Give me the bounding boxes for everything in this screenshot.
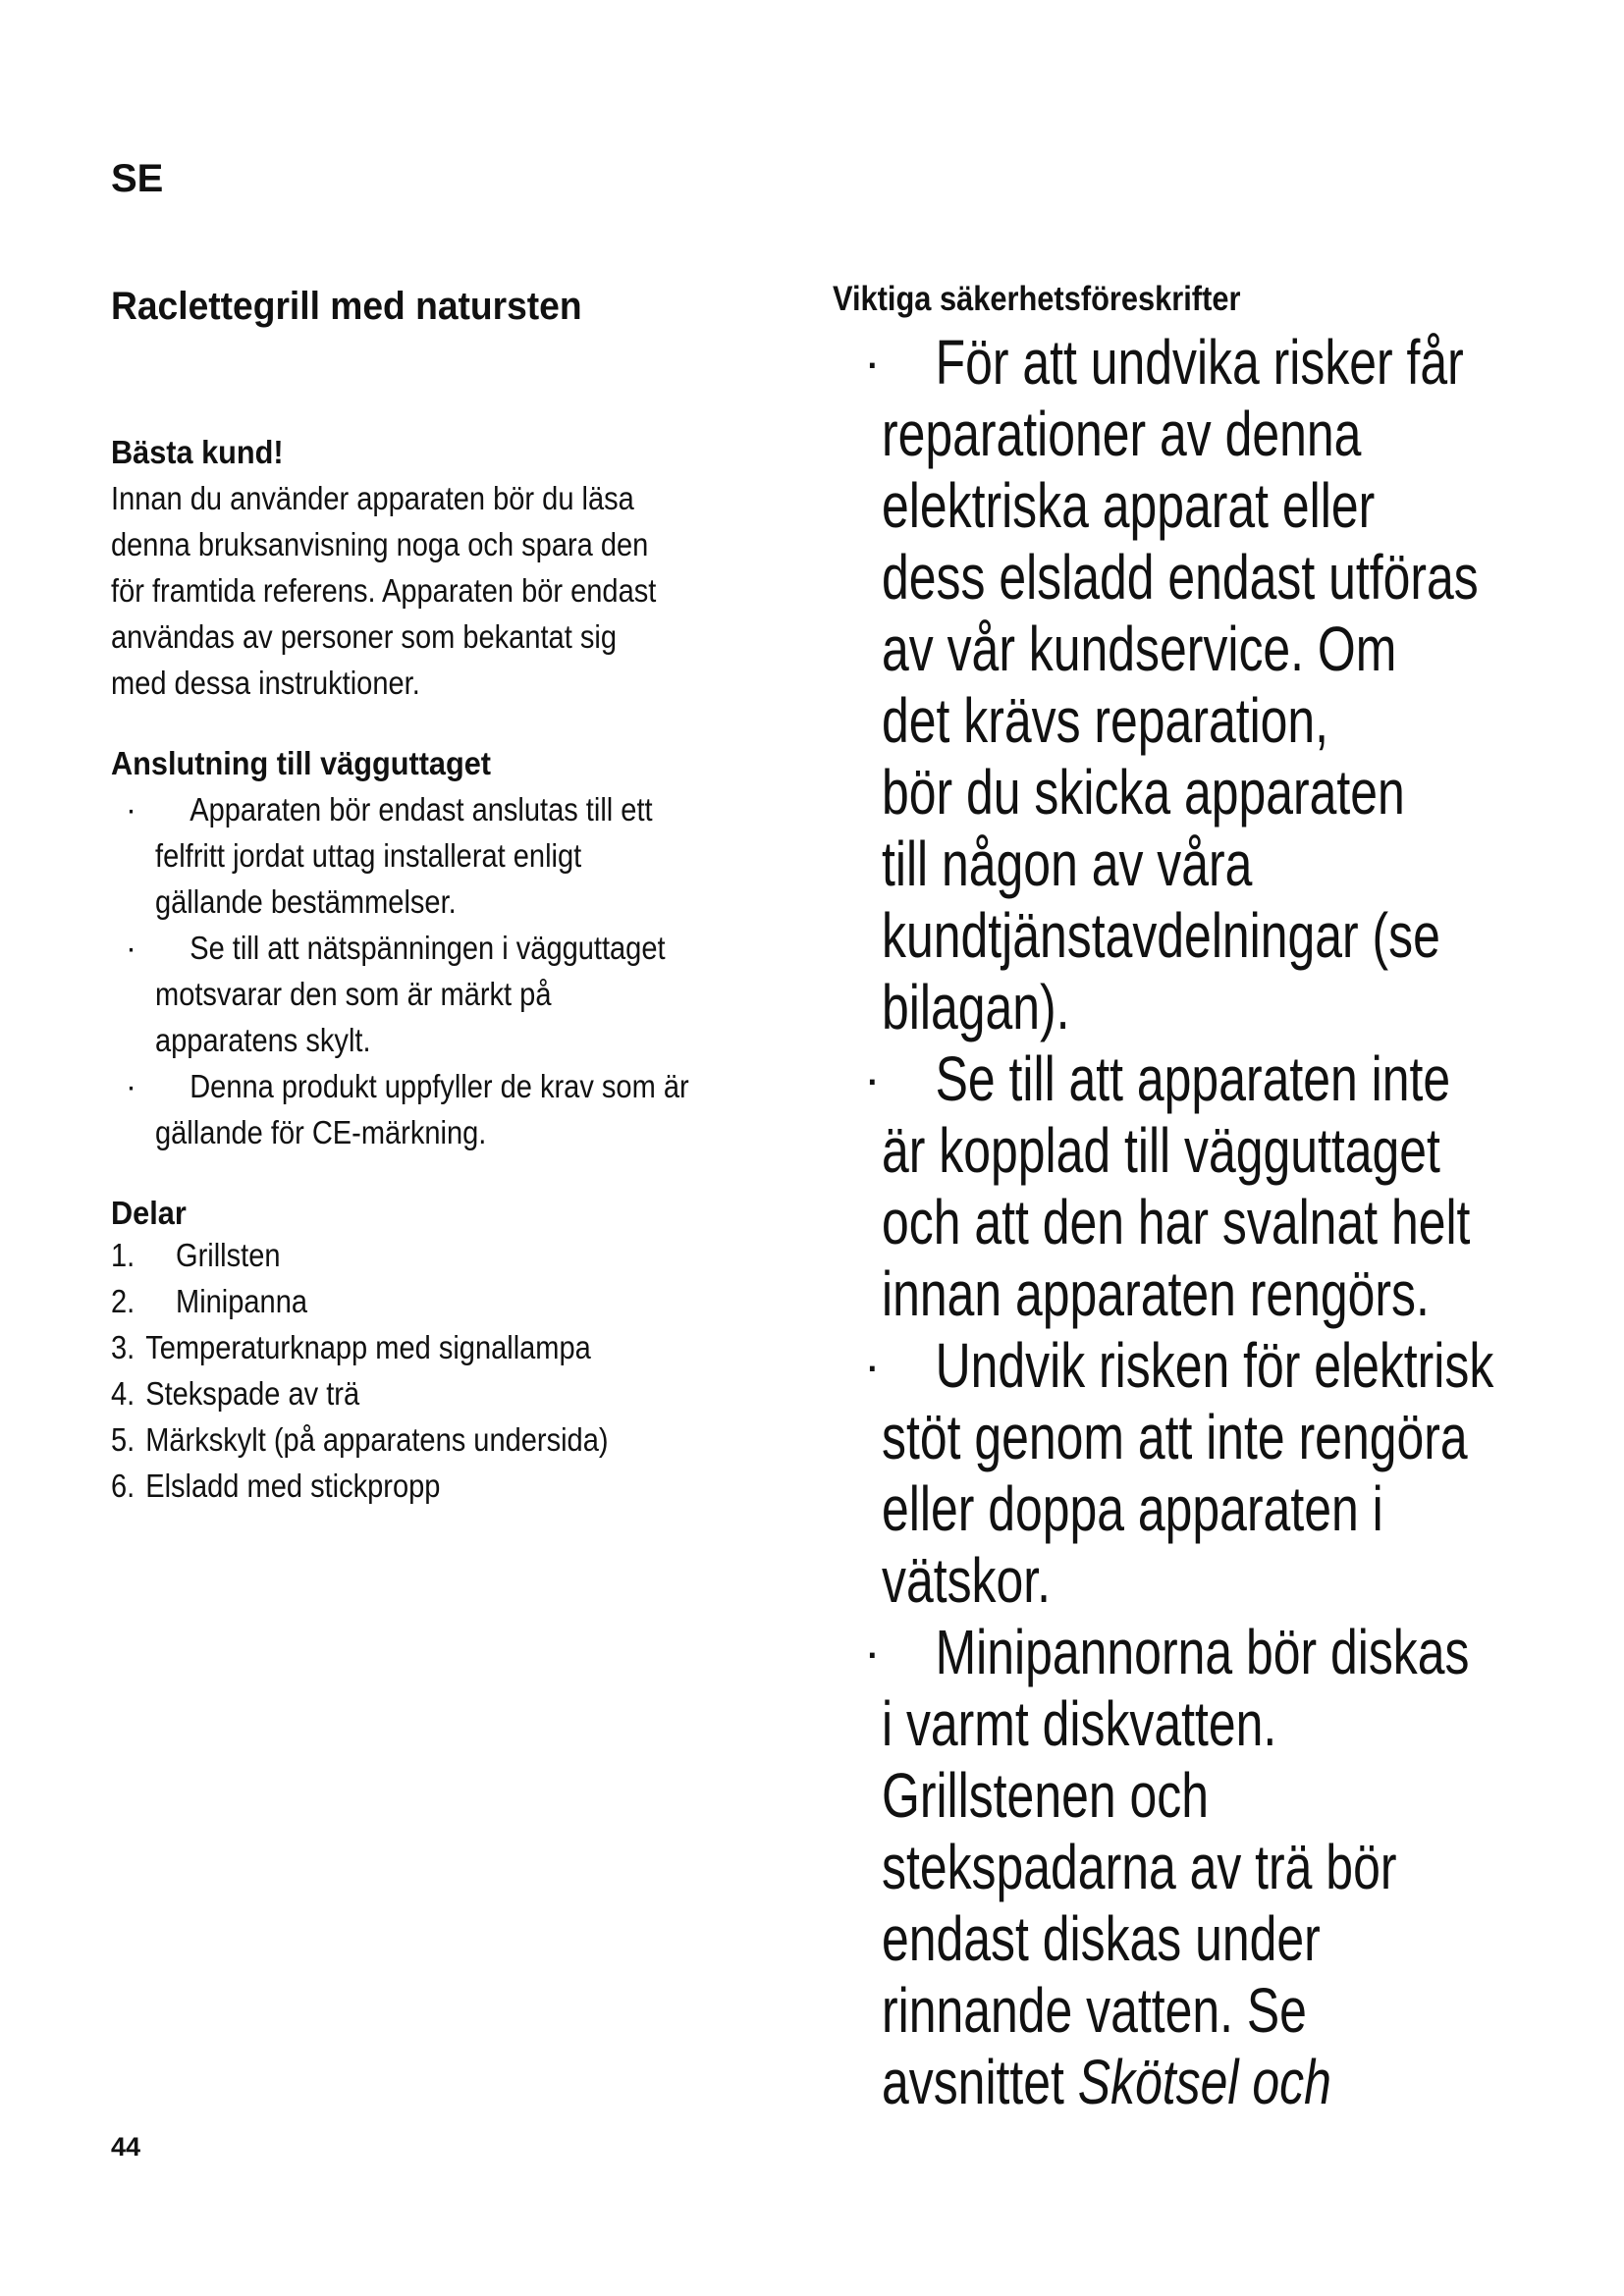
bullet-line: bör du skicka apparaten [882,757,1405,828]
section-reference: Skötsel och [1077,2047,1331,2117]
bullet-line: Denna produkt uppfyller de krav som är [189,1068,689,1104]
item-number: 2. [111,1283,135,1319]
item-number: 5. [111,1421,135,1458]
left-column [111,285,798,1509]
item-number: 6. [111,1468,135,1504]
bullet-line: kundtjänstavdelningar (se [882,900,1440,971]
greeting-section [111,434,798,706]
bullet-line: endast diskas under [882,1903,1321,1974]
greeting-heading: Bästa kund! [111,434,284,470]
item-number: 1. [111,1237,135,1273]
list-item [111,1324,716,1370]
list-item [111,1278,716,1324]
bullet-line: apparatens skylt. [155,1022,371,1058]
item-label: Märkskylt (på apparatens undersida) [145,1421,609,1458]
connection-heading: Anslutning till vägguttaget [111,745,492,781]
bullet-line: Apparaten bör endast anslutas till ett [189,791,653,828]
item-number: 3. [111,1329,135,1365]
bullet-line: reparationer av denna [882,399,1362,469]
bullet-line: gällande för CE-märkning. [155,1114,487,1150]
bullet-line: felfritt jordat uttag installerat enligt [155,837,582,874]
bullet-line: Grillstenen och [882,1760,1209,1831]
list-item [111,925,798,1063]
bullet-line: innan apparaten rengörs. [882,1258,1430,1329]
bullet-icon: · [126,930,136,966]
item-label: Temperaturknapp med signallampa [145,1329,591,1365]
greeting-line: Innan du använder apparaten bör du läsa [111,480,634,516]
safety-heading: Viktiga säkerhetsföreskrifter [833,280,1241,318]
bullet-line: För att undvika risker får [935,327,1464,398]
bullet-line: vätskor. [882,1545,1052,1616]
item-label: Minipanna [176,1283,308,1319]
greeting-line: för framtida referens. Apparaten bör endast [111,572,657,609]
bullet-line: Minipannorna bör diskas [935,1617,1470,1687]
connection-section [111,745,798,1155]
last-line-text: avsnittet [882,2047,1078,2117]
list-item [111,1063,798,1155]
parts-heading: Delar [111,1195,187,1231]
bullet-line: stekspadarna av trä bör [882,1832,1397,1902]
bullet-line: Se till att apparaten inte [935,1043,1451,1114]
bullet-line: och att den har svalnat helt [882,1187,1471,1257]
greeting-line: denna bruksanvisning noga och spara den [111,526,649,562]
item-label: Grillsten [176,1237,281,1273]
bullet-line: Se till att nätspänningen i vägguttaget [189,930,666,966]
bullet-line: elektriska apparat eller [882,470,1376,541]
bullet-line: rinnande vatten. Se [882,1975,1307,2046]
page-number: 44 [111,2132,141,2162]
bullet-icon: · [864,1625,881,1680]
list-item [111,1463,716,1509]
list-item [833,1617,1589,2118]
list-item [111,786,798,925]
bullet-line: till någon av våra [882,828,1253,899]
bullet-icon: · [864,335,881,390]
bullet-line-last [882,2047,1434,2118]
bullet-line: motsvarar den som är märkt på [155,976,552,1012]
bullet-line: är kopplad till vägguttaget [882,1115,1440,1186]
bullet-line: eller doppa apparaten i [882,1473,1383,1544]
bullet-line: av vår kundservice. Om [882,614,1397,684]
bullet-icon: · [864,1338,881,1393]
list-item [111,1370,716,1416]
bullet-line: Undvik risken för elektrisk [935,1330,1494,1401]
bullet-line: bilagan). [882,972,1070,1042]
item-label: Stekspade av trä [145,1375,360,1412]
bullet-line: i varmt diskvatten. [882,1688,1277,1759]
parts-section [111,1195,798,1509]
bullet-line: det krävs reparation, [882,685,1329,756]
parts-list [111,1232,798,1509]
list-item [111,1416,716,1463]
bullet-line: dess elsladd endast utföras [882,542,1479,613]
list-item [111,1232,716,1278]
bullet-icon: · [126,791,136,828]
page-title: Raclettegrill med natursten [111,285,582,328]
list-item [833,1330,1589,1617]
item-number: 4. [111,1375,135,1412]
item-label: Elsladd med stickpropp [145,1468,441,1504]
right-column [833,280,1589,2118]
greeting-line: användas av personer som bekantat sig [111,618,617,655]
bullet-icon: · [864,1051,881,1106]
bullet-line: gällande bestämmelser. [155,883,457,920]
greeting-line: med dessa instruktioner. [111,665,420,701]
list-item [833,1043,1589,1330]
bullet-line: stöt genom att inte rengöra [882,1402,1468,1472]
language-code: SE [111,157,164,200]
bullet-icon: · [126,1068,136,1104]
list-item [833,327,1589,1043]
